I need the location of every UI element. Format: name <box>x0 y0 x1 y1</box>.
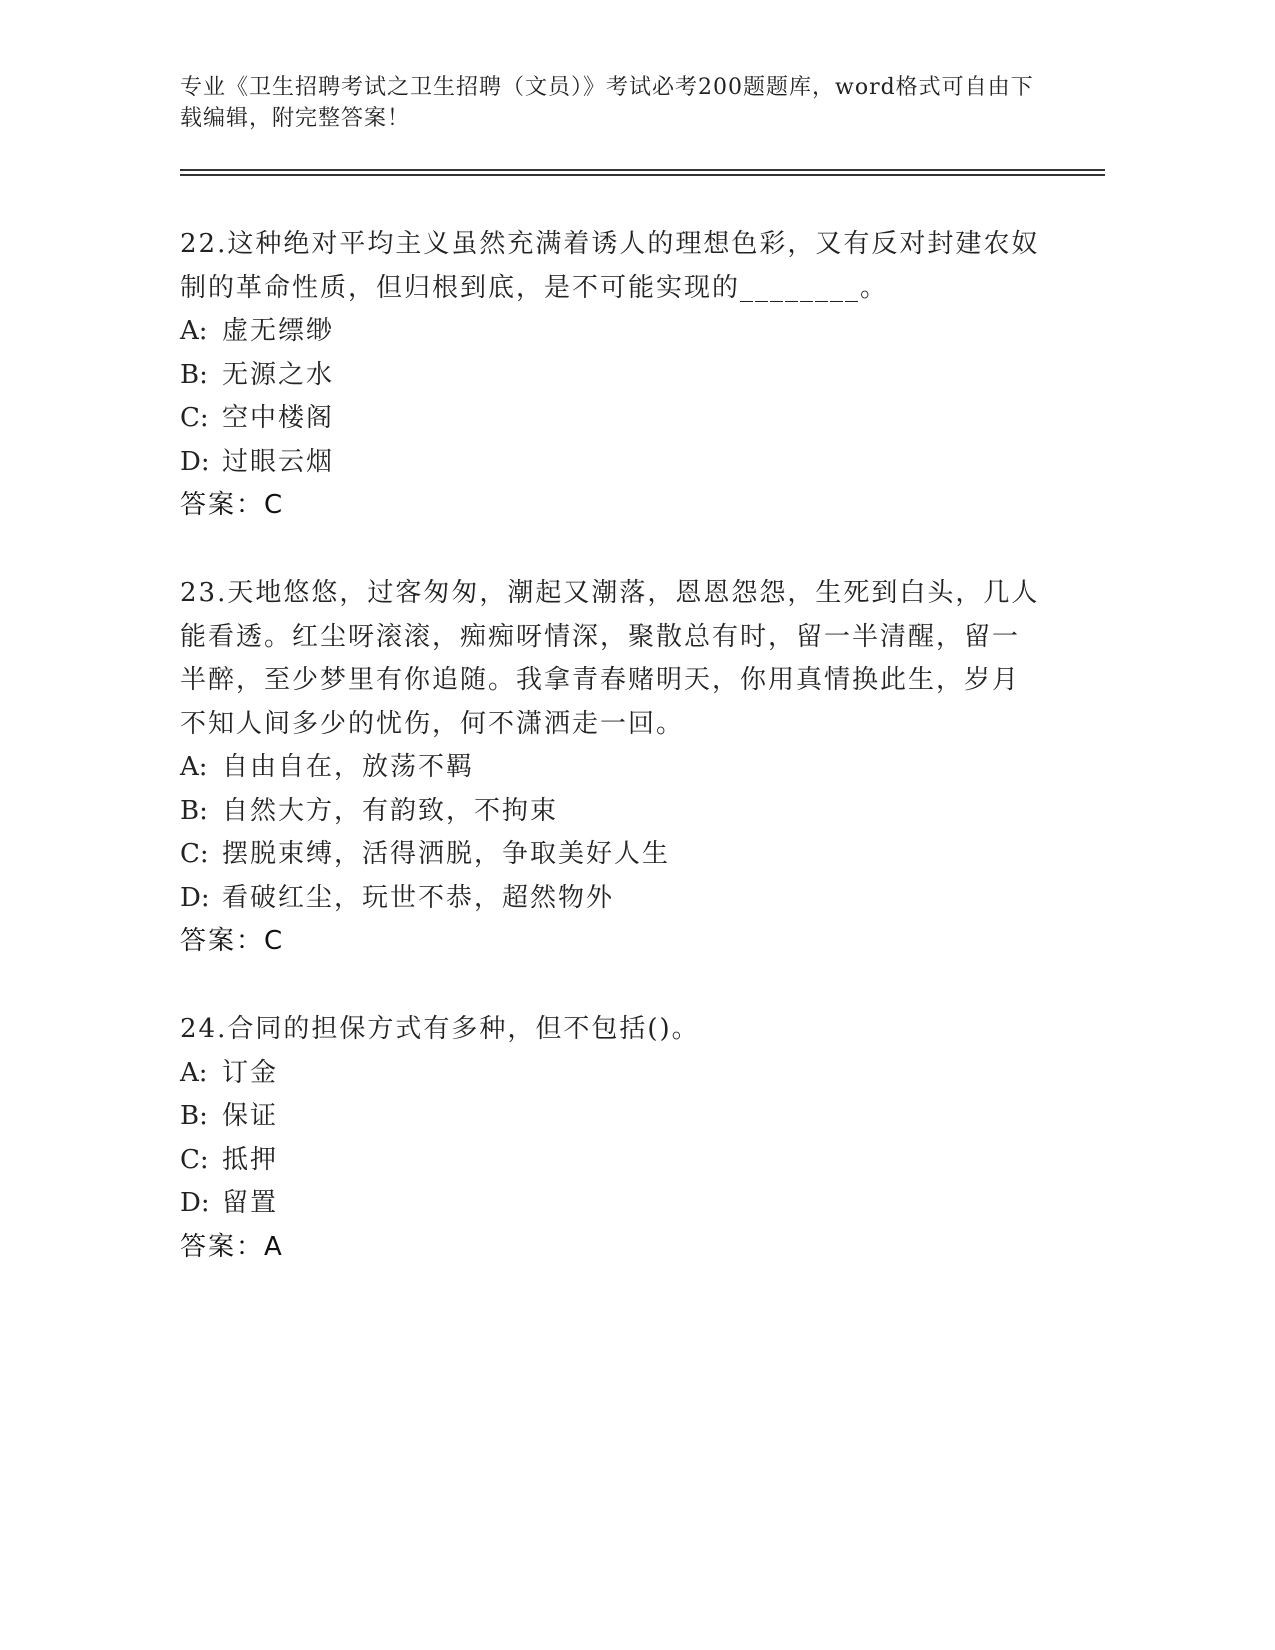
question-stem: 22.这种绝对平均主义虽然充满着诱人的理想色彩，又有反对封建农奴制的革命性质，但归根到底，是不可能实现的________。 <box>180 229 1040 303</box>
option-key: A: <box>180 752 208 782</box>
option-b <box>180 354 1040 398</box>
option-text: 过眼云烟 <box>222 446 335 477</box>
option-key: B: <box>180 795 208 826</box>
option-b <box>180 790 1040 834</box>
option-d <box>180 1182 1040 1226</box>
option-key: D: <box>180 446 210 477</box>
option-key: C: <box>180 403 209 433</box>
header-divider-top <box>180 169 1105 171</box>
option-key: A: <box>180 1057 208 1088</box>
option-text: 虚无缥缈 <box>222 316 335 346</box>
option-c <box>180 1139 1040 1183</box>
option-d <box>180 441 1040 485</box>
option-key: A: <box>180 316 208 346</box>
question-23 <box>180 572 1040 964</box>
option-d <box>180 877 1040 921</box>
option-text: 无源之水 <box>222 359 335 390</box>
option-key: C: <box>180 839 209 869</box>
option-text: 保证 <box>222 1101 279 1131</box>
document-header: 专业《卫生招聘考试之卫生招聘（文员）》考试必考200题题库，word格式可自由下载编辑，附完整答案！ <box>180 75 1034 131</box>
option-c <box>180 833 1040 877</box>
option-a <box>180 746 1040 790</box>
option-text: 空中楼阁 <box>222 403 335 433</box>
option-key: B: <box>180 1101 208 1131</box>
option-key: D: <box>180 882 210 913</box>
option-a <box>180 310 1040 354</box>
answer-line: 答案：A <box>180 1231 284 1262</box>
question-24 <box>180 1008 1040 1269</box>
question-stem: 24.合同的担保方式有多种，但不包括()。 <box>180 1014 700 1044</box>
header-divider-bottom <box>180 174 1105 176</box>
option-key: B: <box>180 359 208 390</box>
option-key: C: <box>180 1144 209 1175</box>
option-text: 留置 <box>222 1188 279 1218</box>
option-text: 订金 <box>222 1057 279 1088</box>
option-text: 抵押 <box>222 1144 279 1175</box>
option-key: D: <box>180 1188 210 1218</box>
question-22 <box>180 223 1040 528</box>
option-text: 摆脱束缚，活得洒脱，争取美好人生 <box>222 839 671 869</box>
answer-line: 答案：C <box>180 926 285 956</box>
option-text: 自然大方，有韵致，不拘束 <box>222 795 559 826</box>
option-c <box>180 397 1040 441</box>
option-text: 自由自在，放荡不羁 <box>222 752 475 782</box>
option-a <box>180 1052 1040 1096</box>
question-stem: 23.天地悠悠，过客匆匆，潮起又潮落，恩恩怨怨，生死到白头，几人能看透。红尘呀滚滚，痴痴呀情深，聚散总有时，留一半清醒，留一半醉，至少梦里有你追随。我拿青春赌明天，你用真情换此生，岁月不知人间多少的忧伤，何不潇洒走一回。 <box>180 578 1040 739</box>
option-b <box>180 1095 1040 1139</box>
answer-line: 答案：C <box>180 490 285 520</box>
option-text: 看破红尘，玩世不恭，超然物外 <box>222 882 615 913</box>
